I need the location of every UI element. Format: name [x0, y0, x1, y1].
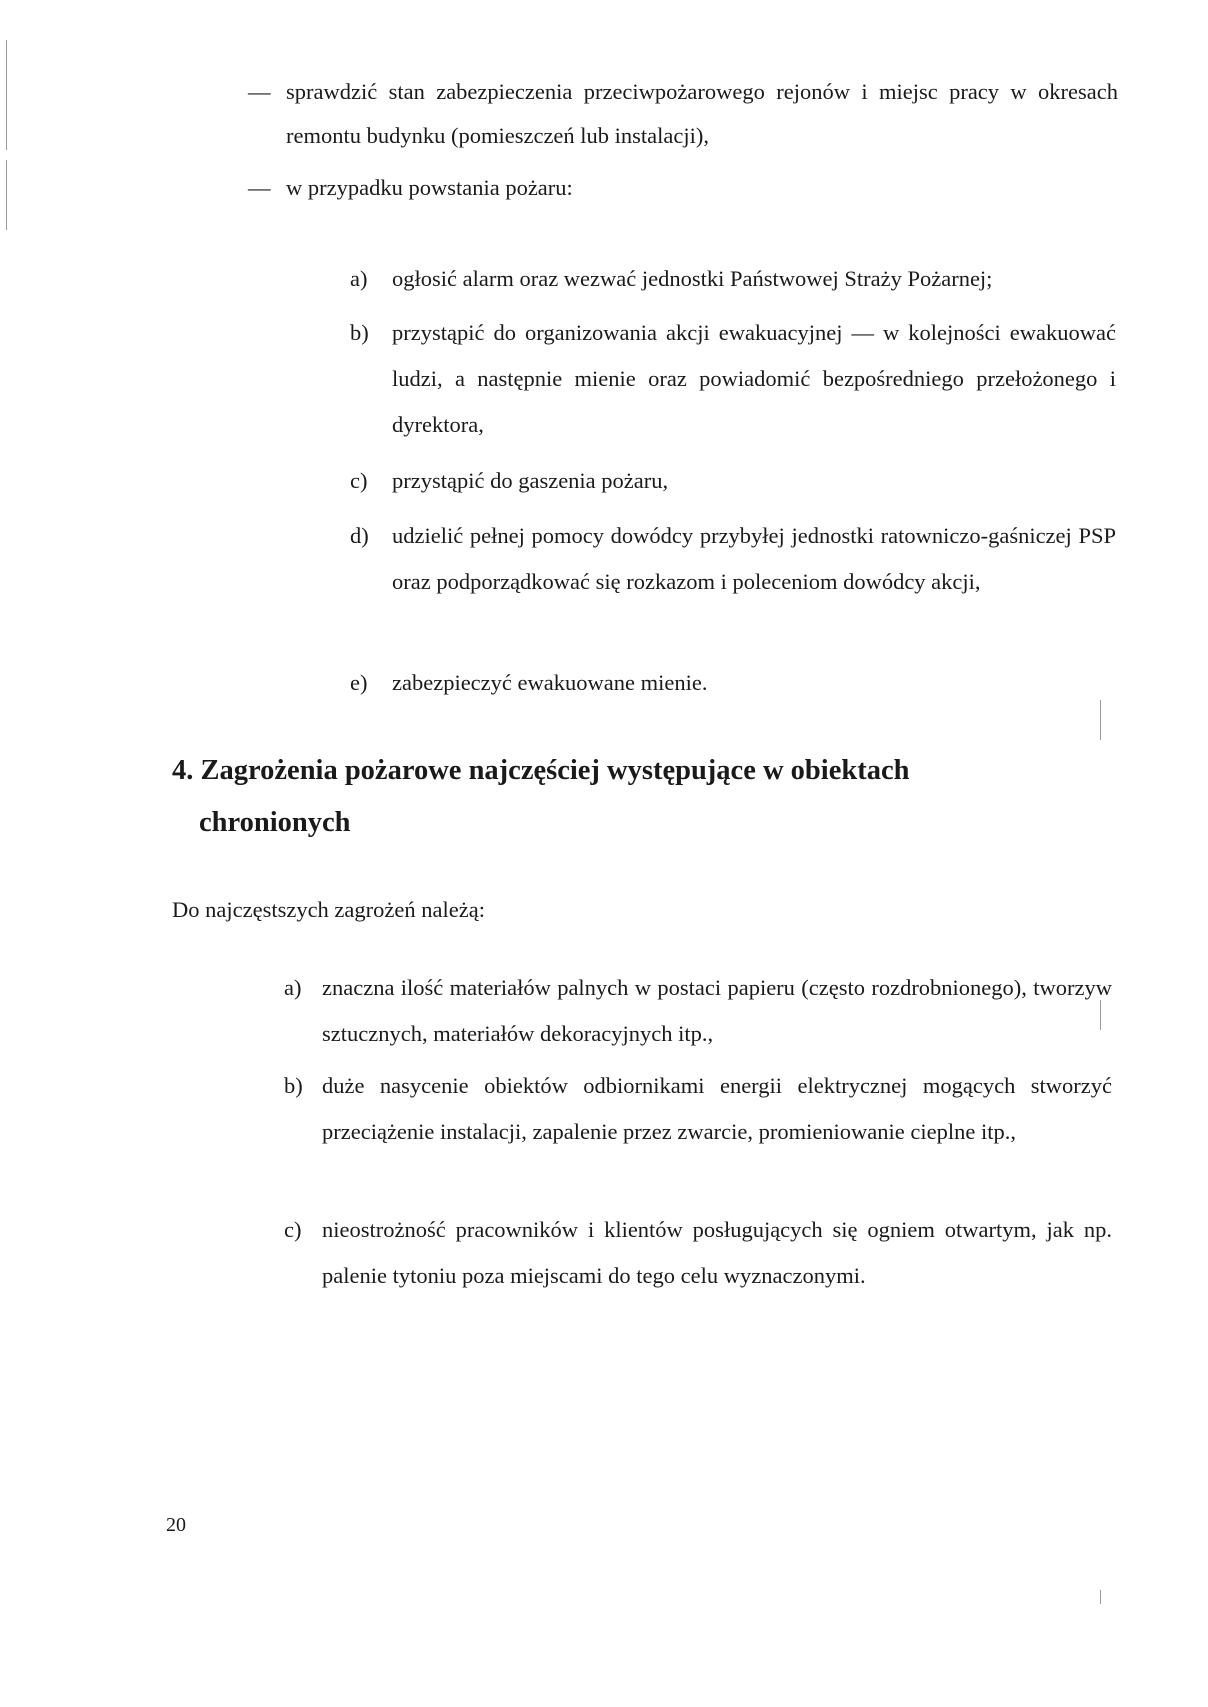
dash-item-inspect	[248, 70, 1118, 158]
dash-item-fire	[248, 166, 1118, 210]
scan-artifact	[1100, 1000, 1101, 1030]
fire-action-a	[350, 256, 1116, 302]
scan-artifact	[1100, 700, 1101, 740]
list-letter: b)	[350, 320, 369, 345]
fire-action-text: przystąpić do gaszenia pożaru,	[392, 468, 669, 493]
list-letter: b)	[284, 1073, 303, 1098]
dash-marker: —	[248, 175, 271, 200]
fire-action-text: ogłosić alarm oraz wezwać jednostki Państwowej Straży Pożarnej;	[392, 266, 993, 291]
list-letter: d)	[350, 523, 369, 548]
section-intro: Do najczęstszych zagrożeń należą:	[172, 897, 485, 922]
list-letter: a)	[350, 266, 368, 291]
section-heading-line2: chronionych	[199, 807, 351, 838]
section-heading-line1: 4. Zagrożenia pożarowe najczęściej występujące w obiektach	[172, 755, 910, 786]
fire-action-e	[350, 660, 1116, 706]
list-letter: c)	[284, 1217, 302, 1242]
hazard-a	[284, 965, 1112, 1057]
fire-action-b	[350, 310, 1116, 448]
fire-action-text: przystąpić do organizowania akcji ewakuacyjnej — w kolejności ewakuować ludzi, a następnie mienie oraz powiadomić bezpośredniego przełożonego i dyrektora,	[392, 320, 1116, 437]
hazard-text: nieostrożność pracowników i klientów posługujących się ogniem otwartym, jak np. palenie tytoniu poza miejscami do tego celu wyznaczonymi.	[322, 1217, 1112, 1288]
scan-artifact	[1100, 1590, 1101, 1604]
dash-text-fire: w przypadku powstania pożaru:	[286, 175, 573, 200]
fire-action-d	[350, 513, 1116, 605]
dash-marker: —	[248, 79, 271, 104]
section-heading	[172, 745, 1072, 849]
list-letter: e)	[350, 670, 368, 695]
fire-action-text: udzielić pełnej pomocy dowódcy przybyłej jednostki ratowniczo-gaśniczej PSP oraz podporządkować się rozkazom i poleceniom dowódcy akcji,	[392, 523, 1116, 594]
scan-artifact	[6, 160, 7, 230]
hazard-c	[284, 1207, 1112, 1299]
hazard-text: duże nasycenie obiektów odbiornikami energii elektrycznej mogących stworzyć przeciążenie instalacji, zapalenie przez zwarcie, promieniowanie cieplne itp.,	[322, 1073, 1112, 1144]
list-letter: c)	[350, 468, 368, 493]
fire-action-text: zabezpieczyć ewakuowane mienie.	[392, 670, 708, 695]
scan-artifact	[6, 40, 7, 150]
page-number: 20	[166, 1514, 186, 1536]
hazard-text: znaczna ilość materiałów palnych w postaci papieru (często rozdrobnionego), tworzyw sztucznych, materiałów dekoracyjnych itp.,	[322, 975, 1112, 1046]
list-letter: a)	[284, 975, 302, 1000]
dash-text-inspect: sprawdzić stan zabezpieczenia przeciwpożarowego rejonów i miejsc pracy w okresach remontu budynku (pomieszczeń lub instalacji),	[286, 79, 1118, 148]
hazard-b	[284, 1063, 1112, 1155]
fire-action-c	[350, 458, 1116, 504]
